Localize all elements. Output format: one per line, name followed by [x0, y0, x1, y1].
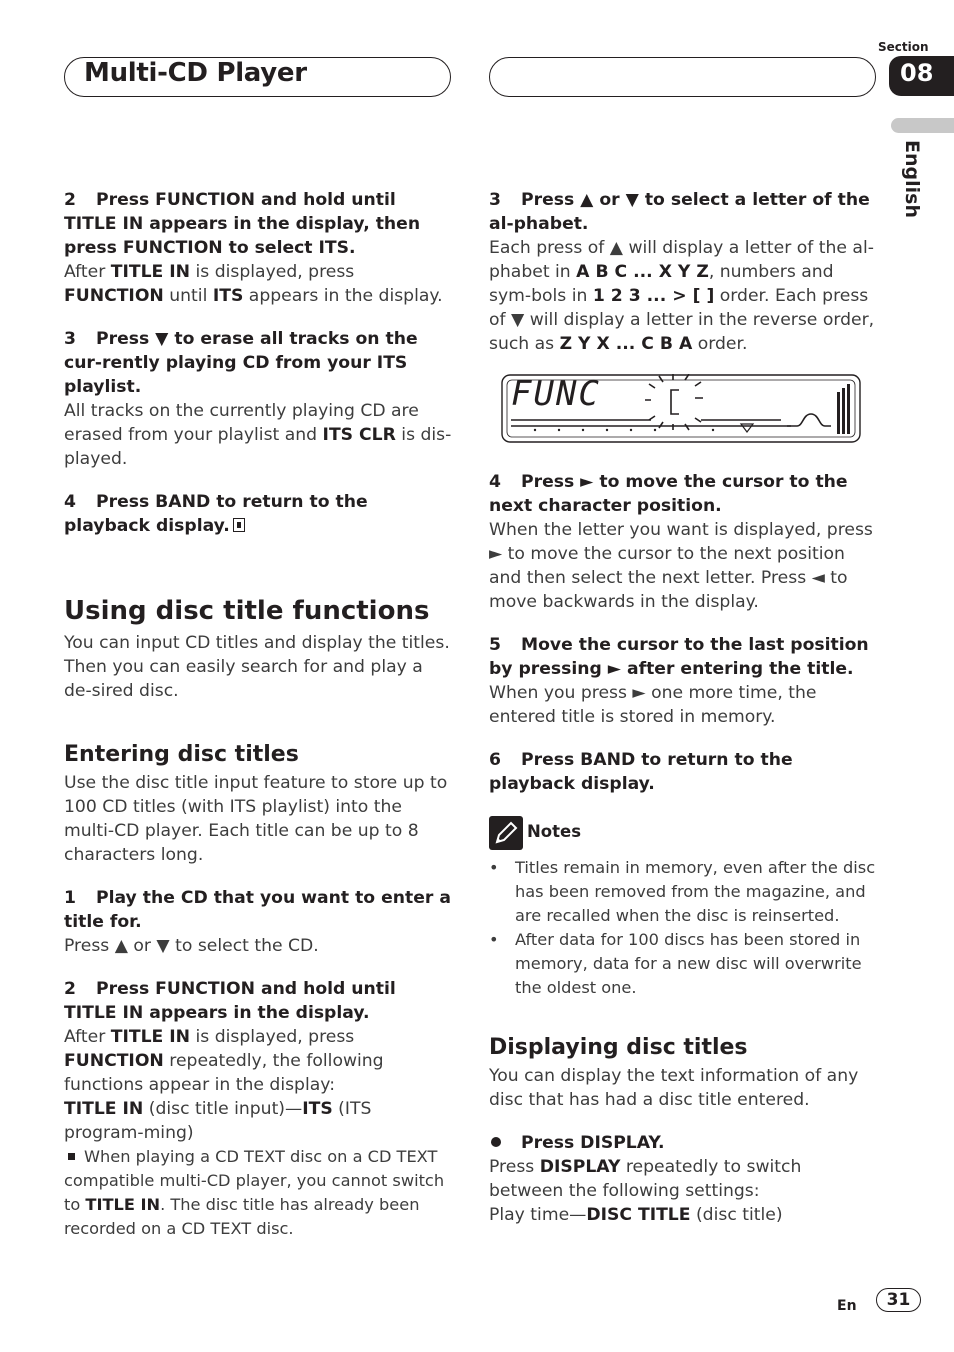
section-number-tab: 08 [889, 56, 954, 96]
language-label: English [901, 140, 923, 218]
displaying-step-heading: Press DISPLAY. [489, 1131, 879, 1155]
header-right-frame [489, 57, 876, 97]
square-bullet-icon [68, 1153, 75, 1160]
right-step-5-heading: 5 Move the cursor to the last position by pressing ► after entering the title. [489, 635, 869, 679]
entering-body: Use the disc title input feature to store up to 100 CD titles (with ITS playlist) into the multi-CD player. Each title can be up to 8 characters long. [64, 773, 448, 865]
entering-step-2-heading: 2 Press FUNCTION and hold until TITLE IN appears in the display. [64, 979, 396, 1023]
intro-paragraph: You can input CD titles and display the titles. Then you can easily search for and play a de-sired disc. [64, 633, 450, 701]
right-step-4-body: When the letter you want is displayed, press ► to move the cursor to the next position and then select the next letter. Press ◄ to move backwards in the display. [489, 520, 873, 612]
subheading-entering: Entering disc titles [64, 742, 299, 767]
step-3-body: All tracks on the currently playing CD are erased from your playlist and ITS CLR is dis-played. [64, 401, 452, 469]
right-step-3-heading: 3 Press ▲ or ▼ to select a letter of the al-phabet. [489, 190, 870, 234]
right-column [489, 188, 879, 1227]
step-2-heading: 2 Press FUNCTION and hold until TITLE IN appears in the display, then press FUNCTION to select ITS. [64, 190, 421, 258]
entering-step-1-body: Press ▲ or ▼ to select the CD. [64, 936, 319, 956]
end-mark-icon [233, 518, 245, 532]
displaying-body: You can display the text information of any disc that has had a disc title entered. [489, 1066, 859, 1110]
lcd-display-illustration [501, 374, 861, 444]
subheading-displaying: Displaying disc titles [489, 1035, 748, 1060]
entering-step-1-heading: 1 Play the CD that you want to enter a title for. [64, 888, 451, 932]
footer-language: En [837, 1298, 857, 1314]
page-number: 31 [876, 1288, 921, 1312]
note-item: • Titles remain in memory, even after the disc has been removed from the magazine, and are recalled when the disc is reinserted. [489, 856, 879, 928]
notes-list [489, 856, 879, 1000]
section-heading: Using disc title functions [64, 596, 430, 626]
right-step-3-body: Each press of ▲ will display a letter of the al-phabet in A B C ... X Y Z, numbers and sym-bols in 1 2 3 ... > [ ] order. Each press of ▼ will display a letter in the reverse order, such as Z Y X ... C B A order. [489, 238, 875, 354]
entering-step-2-list: TITLE IN (disc title input)—ITS (ITS program-ming) [64, 1099, 372, 1143]
right-step-4-heading: 4 Press ► to move the cursor to the next character position. [489, 472, 848, 516]
lcd-function-text: FUNC [511, 374, 601, 414]
note-item: • After data for 100 discs has been stored in memory, data for a new disc will overwrite the oldest one. [489, 928, 879, 1000]
step-3-heading: 3 Press ▼ to erase all tracks on the cur-rently playing CD from your ITS playlist. [64, 329, 418, 397]
right-step-5-body: When you press ► one more time, the entered title is stored in memory. [489, 683, 817, 727]
step-2-body: After TITLE IN is displayed, press FUNCTION until ITS appears in the display. [64, 262, 443, 306]
displaying-step-body: Press DISPLAY repeatedly to switch between the following settings: [489, 1157, 802, 1201]
chapter-title: Multi-CD Player [84, 58, 307, 88]
section-label: Section [878, 40, 929, 54]
displaying-step-list: Play time—DISC TITLE (disc title) [489, 1205, 783, 1225]
notes-heading: Notes [489, 814, 879, 850]
round-bullet-icon [491, 1137, 501, 1147]
entering-step-2-body: After TITLE IN is displayed, press FUNCTION repeatedly, the following functions appear in the display: [64, 1027, 384, 1095]
step-4-heading: 4 Press BAND to return to the playback display. [64, 492, 368, 536]
notes-pencil-icon [489, 816, 523, 850]
right-step-6-heading: 6 Press BAND to return to the playback display. [489, 750, 793, 794]
left-column [64, 188, 454, 1241]
language-tab-bar [891, 118, 954, 133]
entering-step-2-note: When playing a CD TEXT disc on a CD TEXT compatible multi-CD player, you cannot switch to TITLE IN. The disc title has already been recorded on a CD TEXT disc. [64, 1147, 445, 1238]
